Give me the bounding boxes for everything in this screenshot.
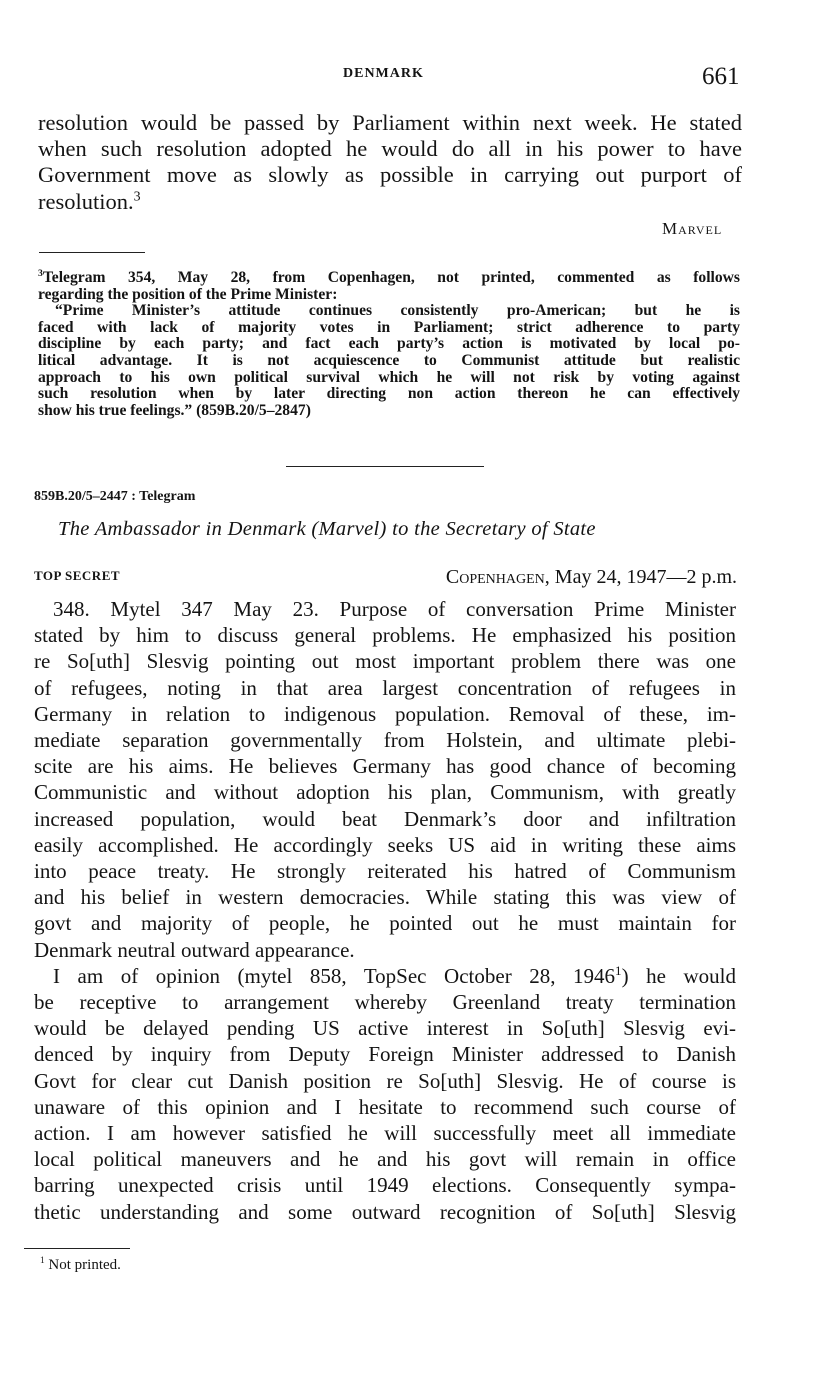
body-line: be receptive to arrangement whereby Greenland treaty termination xyxy=(34,990,736,1015)
classification-label: TOP SECRET xyxy=(34,568,121,583)
footnote-3 xyxy=(38,267,740,419)
footnote-1 xyxy=(40,1257,121,1274)
body-line: 348. Mytel 347 May 23. Purpose of conversation Prime Minister xyxy=(53,597,736,621)
text-line-end: resolution. xyxy=(38,188,134,214)
body-line: unaware of this opinion and I hesitate to recommend such course of xyxy=(34,1094,736,1119)
document-title xyxy=(58,518,596,541)
body-line: increased population, would beat Denmark’s door and infiltration xyxy=(34,806,736,831)
footnote-rule xyxy=(39,252,145,253)
body-line: Govt for clear cut Danish position re So[uth] Slesvig. He of course is xyxy=(34,1068,736,1093)
body-line: Germany in relation to indigenous population. Removal of these, im- xyxy=(34,701,736,726)
page-number: 661 xyxy=(702,63,740,90)
body-line: scite are his aims. He believes Germany has good chance of becoming xyxy=(34,754,736,779)
body-line: Denmark neutral outward appearance. xyxy=(34,937,355,962)
body-line: thetic understanding and some outward recognition of So[uth] Slesvig xyxy=(34,1199,736,1224)
running-head: DENMARK xyxy=(343,66,424,81)
footnote-line: regarding the position of the Prime Minister: xyxy=(38,285,338,303)
body-line: into peace treaty. He strongly reiterated his hatred of Communism xyxy=(34,859,736,884)
text-line: when such resolution adopted he would do all in his power to have xyxy=(38,136,742,162)
text-line: resolution would be passed by Parliament within next week. He stated xyxy=(38,110,742,135)
footnote-line xyxy=(38,267,740,287)
text-line xyxy=(38,189,742,215)
body-line xyxy=(34,963,736,989)
body-line: would be delayed pending US active interest in So[uth] Slesvig evi- xyxy=(34,1016,736,1041)
body-line: mediate separation governmentally from Holstein, and ultimate plebi- xyxy=(34,728,736,753)
footnote-ref: 1 xyxy=(615,962,622,978)
body-line: barring unexpected crisis until 1949 elections. Consequently sympa- xyxy=(34,1173,736,1198)
body-line: of refugees, noting in that area largest concentration of refugees in xyxy=(34,675,736,700)
footnote-line: faced with lack of majority votes in Parliament; strict adherence to party xyxy=(38,318,740,336)
title-part: ) to the Secretary of State xyxy=(379,518,596,540)
footnote-line-text: Telegram 354, May 28, from Copenhagen, not printed, commented as follows xyxy=(42,269,740,286)
telegram-body xyxy=(34,596,736,1225)
dateline-city: Copenhagen xyxy=(445,566,545,588)
continuation-paragraph xyxy=(38,110,742,215)
body-line: action. I am however satisfied he will successfully meet all immediate xyxy=(34,1121,736,1146)
footnote-line: approach to his own political survival which he will not risk by voting against xyxy=(38,368,740,386)
dateline-date: , May 24, 1947—2 p.m. xyxy=(544,566,737,588)
footnote-line: such resolution when by later directing non action thereon he can effectively xyxy=(38,385,740,403)
body-line: and his belief in western democracies. While stating this was view of xyxy=(34,885,736,910)
footnote-line: litical advantage. It is not acquiescence to Communist attitude but realistic xyxy=(38,351,740,369)
dateline xyxy=(382,566,737,589)
body-line: Communistic and without adoption his plan, Communism, with greatly xyxy=(34,780,736,805)
title-name: Marvel xyxy=(318,518,380,540)
body-line: re So[uth] Slesvig pointing out most important problem there was one xyxy=(34,649,736,674)
signature: Marvel xyxy=(662,219,723,238)
footnote-text: Not printed. xyxy=(48,1257,121,1273)
footnote-marker: 3 xyxy=(38,267,43,279)
text-line: Government move as slowly as possible in carrying out purport of xyxy=(38,162,742,188)
footnote-line: show his true feelings.” (859B.20/5–2847) xyxy=(38,401,311,419)
body-line: govt and majority of people, he pointed out he must maintain for xyxy=(34,911,736,936)
footnote-marker: 1 xyxy=(40,1256,45,1266)
body-line-part: I am of opinion (mytel 858, TopSec October 28, 1946 xyxy=(53,963,616,988)
body-line-part: ) he would xyxy=(621,963,736,988)
body-line: stated by him to discuss general problems. He emphasized his position xyxy=(34,623,736,648)
footnote-rule xyxy=(24,1248,130,1249)
body-line: denced by inquiry from Deputy Foreign Minister addressed to Danish xyxy=(34,1042,736,1067)
file-reference: 859B.20/5–2447 : Telegram xyxy=(34,489,196,504)
body-line: local political maneuvers and he and his govt will remain in office xyxy=(34,1147,736,1172)
section-divider xyxy=(286,466,484,467)
body-line: easily accomplished. He accordingly seeks US aid in writing these aims xyxy=(34,832,736,857)
footnote-line: discipline by each party; and fact each party’s action is motivated by local po- xyxy=(38,335,740,353)
footnote-ref: 3 xyxy=(133,189,141,205)
footnote-line: “Prime Minister’s attitude continues consistently pro-American; but he is xyxy=(55,302,740,320)
title-part: The Ambassador in Denmark ( xyxy=(58,518,319,540)
